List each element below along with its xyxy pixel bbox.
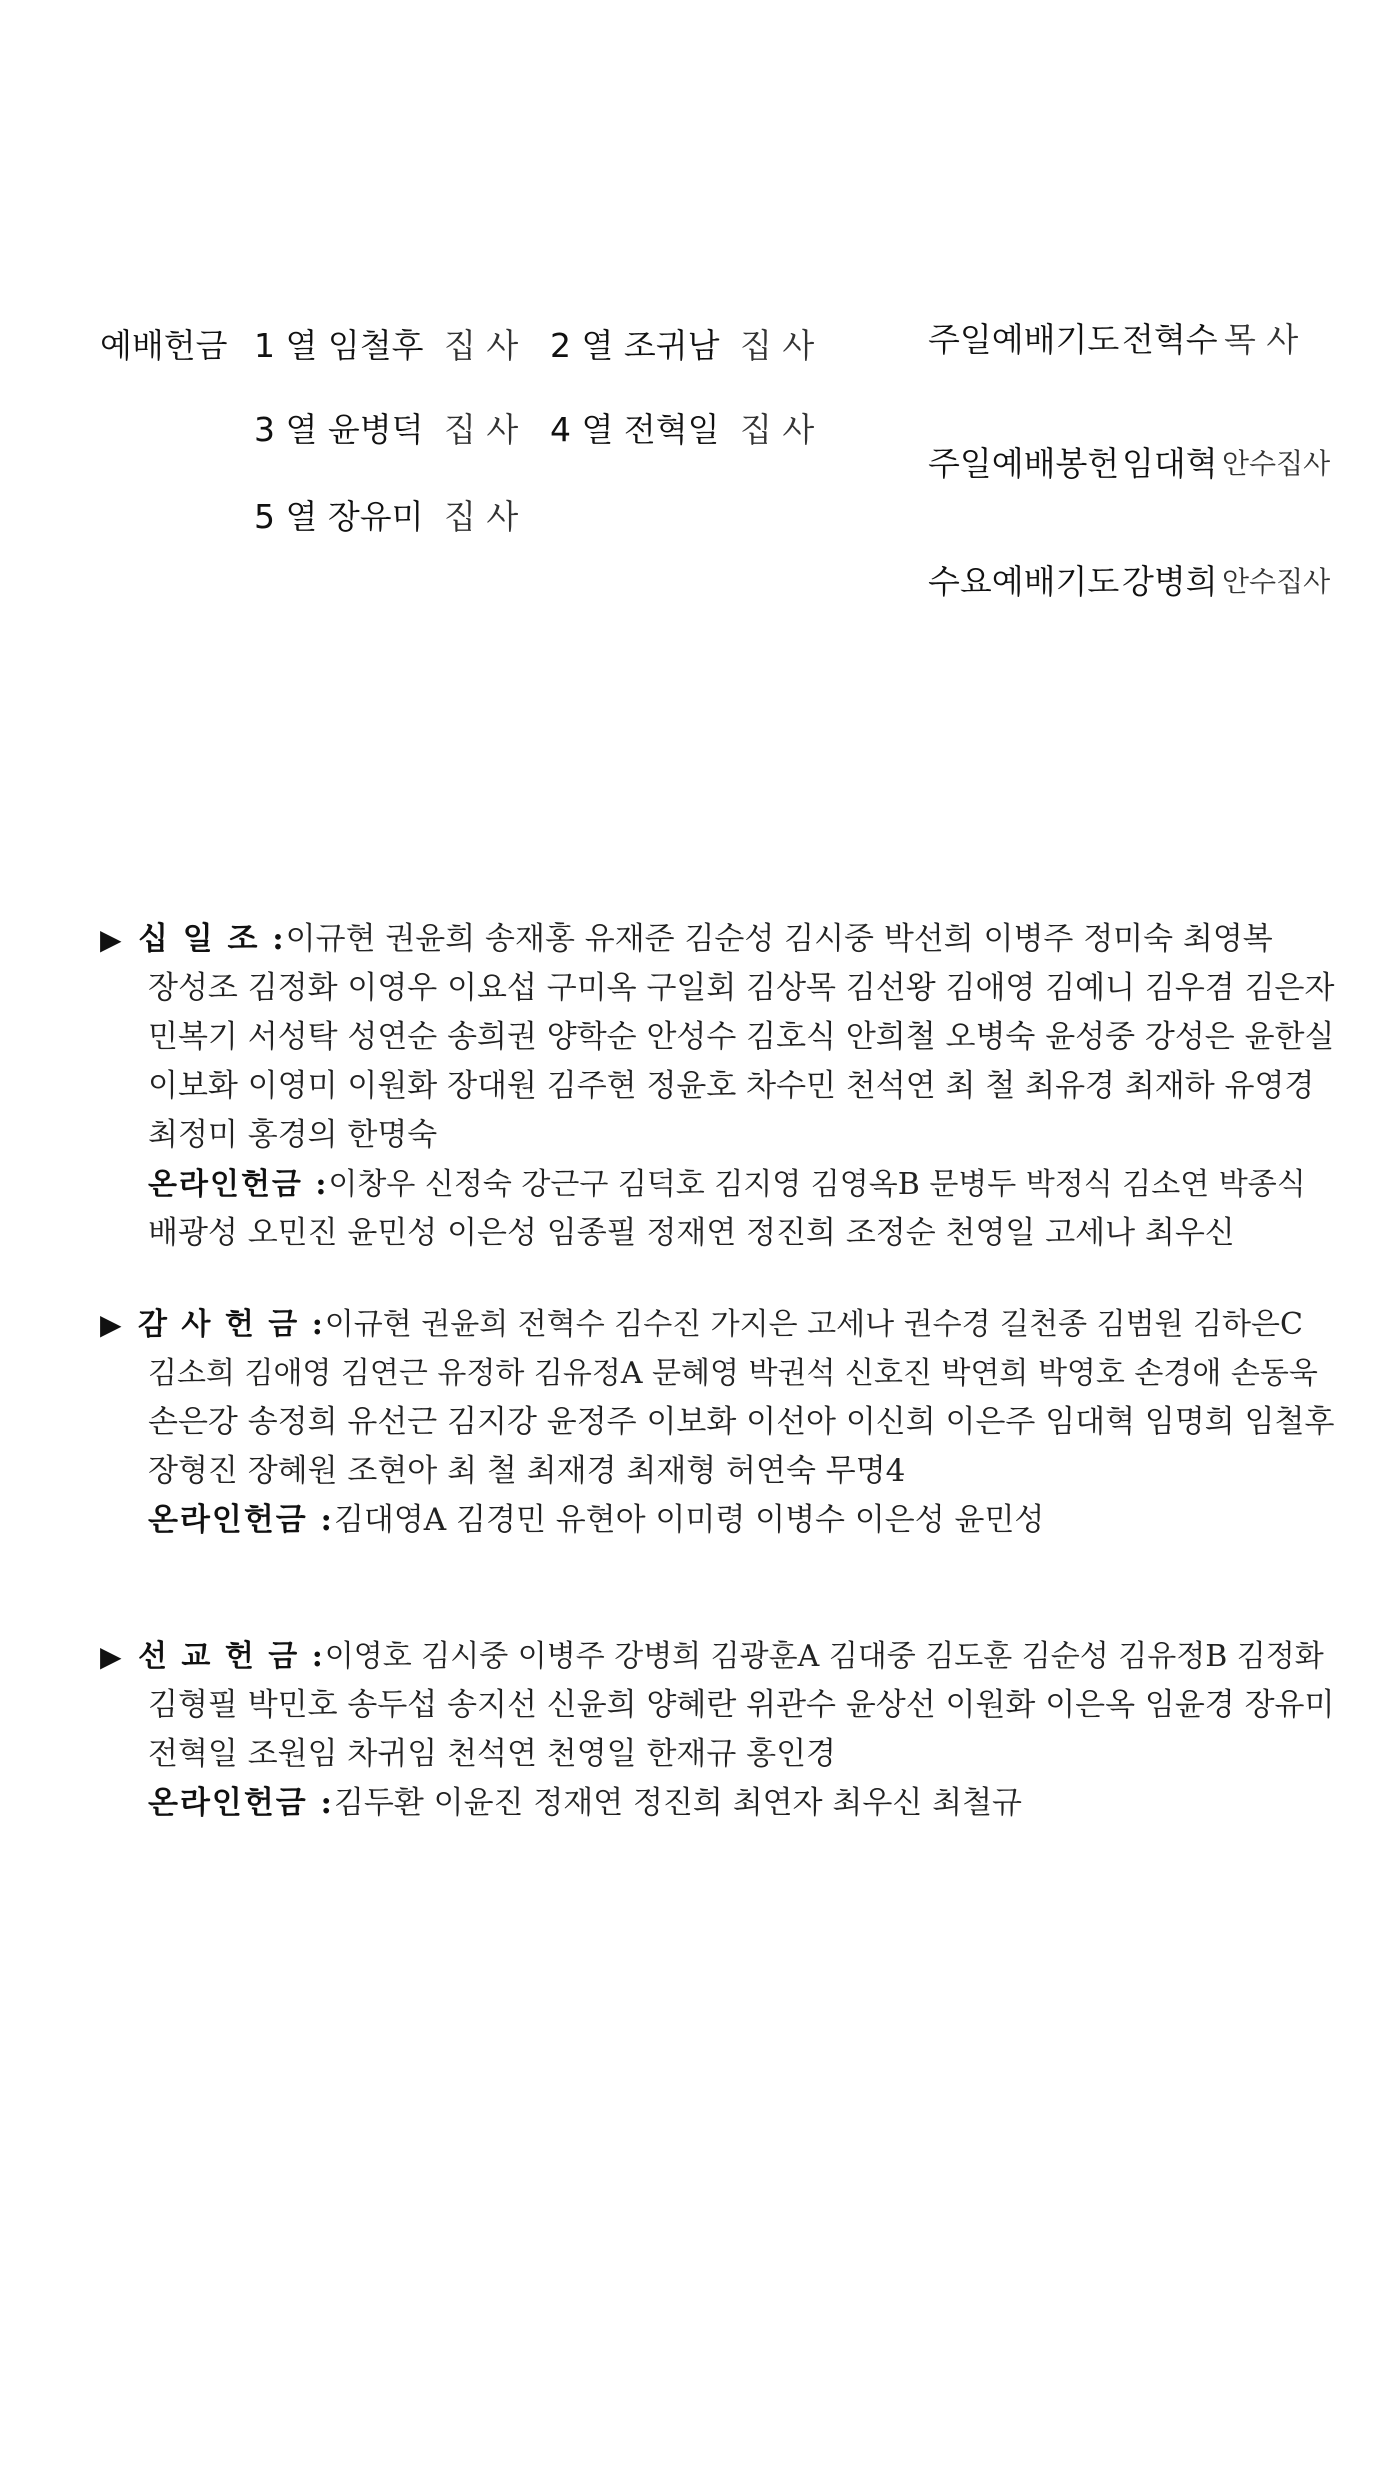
name-line: 이영호 김시중 이병주 강병희 김광훈A 김대중 김도훈 김순성 김유정B 김정화 (324, 1639, 1324, 1674)
offering-row2-col-b: 4 열 전혁일 (550, 410, 720, 449)
offering-row2-role-a: 집 사 (444, 410, 519, 449)
tithe-section (100, 915, 1340, 1258)
thanksgiving-section (100, 1300, 1340, 1545)
prayer-duty-label: 주일예배봉헌 (928, 444, 1120, 483)
name-line: 김두환 이윤진 정재연 정진희 최연자 최우신 최철규 (333, 1785, 1022, 1821)
name-line: 배광성 오민진 윤민성 이은성 임종필 정재연 정진희 조정순 천영일 고세나 최우신 (148, 1215, 1235, 1251)
name-line: 장형진 장혜원 조현아 최 철 최재경 최재형 허연숙 무명4 (148, 1453, 906, 1489)
offering-row3-col-a: 5 열 장유미 (254, 497, 424, 536)
name-line: 최정미 홍경의 한명숙 (148, 1117, 438, 1153)
section-label: 감 사 헌 금 : (138, 1307, 325, 1342)
name-line: 민복기 서성탁 성연순 송희권 양학순 안성수 김호식 안희철 오병숙 윤성중 강성은 윤한실 (148, 1019, 1335, 1055)
offering-row3-role-a: 집 사 (444, 497, 519, 536)
prayer-duty-role: 안수집사 (1222, 447, 1331, 480)
prayer-duty-label: 수요예배기도 (928, 562, 1120, 601)
offering-duty-label: 예배헌금 (100, 326, 228, 365)
offering-row1-col-a: 1 열 임철후 (254, 326, 424, 365)
name-line: 손은강 송정희 유선근 김지강 윤정주 이보화 이선아 이신희 이은주 임대혁 임명희 임철후 (148, 1404, 1335, 1440)
name-line: 김형필 박민호 송두섭 송지선 신윤희 양혜란 위관수 윤상선 이원화 이은옥 임윤경 장유미 (148, 1687, 1335, 1723)
offering-row1-role-a: 집 사 (444, 326, 519, 365)
offering-row2-col-a: 3 열 윤병덕 (254, 410, 424, 449)
offering-row2-role-b: 집 사 (740, 410, 815, 449)
prayer-duty-name: 임대혁 (1122, 444, 1218, 483)
arrow-marker-icon: ▶ (100, 923, 122, 956)
offering-row1-col-b: 2 열 조귀남 (550, 326, 720, 365)
prayer-duty-name: 전혁수 (1122, 320, 1218, 359)
name-line: 김대영A 김경민 유현아 이미령 이병수 이은성 윤민성 (333, 1502, 1045, 1538)
online-label: 온라인헌금 : (148, 1785, 334, 1821)
name-line: 이창우 신정숙 강근구 김덕호 김지영 김영옥B 문병두 박정식 김소연 박종식 (328, 1167, 1306, 1202)
section-label: 십 일 조 : (138, 921, 286, 957)
name-line: 장성조 김정화 이영우 이요섭 구미옥 구일회 김상목 김선왕 김애영 김예니 김우겸 김은자 (148, 970, 1335, 1006)
mission-section (100, 1632, 1340, 1828)
online-label: 온라인헌금 : (148, 1167, 329, 1202)
prayer-duty-role: 안수집사 (1222, 565, 1331, 598)
name-line: 이보화 이영미 이원화 장대원 김주현 정윤호 차수민 천석연 최 철 최유경 최재하 유영경 (148, 1068, 1315, 1104)
arrow-marker-icon: ▶ (100, 1640, 122, 1673)
section-label: 선 교 헌 금 : (138, 1639, 325, 1674)
name-line: 김소희 김애영 김연근 유정하 김유정A 문혜영 박권석 신호진 박연희 박영호 손경애 손동욱 (148, 1356, 1318, 1391)
prayer-duty-label: 주일예배기도 (928, 320, 1120, 359)
arrow-marker-icon: ▶ (100, 1308, 122, 1341)
prayer-duty-role: 목 사 (1224, 320, 1299, 359)
name-line: 이규현 권윤희 전혁수 김수진 가지은 고세나 권수경 길천종 김범원 김하은C (324, 1307, 1303, 1342)
prayer-duty-name: 강병희 (1122, 562, 1218, 601)
name-line: 이규현 권윤희 송재홍 유재준 김순성 김시중 박선희 이병주 정미숙 최영복 (285, 921, 1273, 957)
name-line: 전혁일 조원임 차귀임 천석연 천영일 한재규 홍인경 (148, 1736, 836, 1772)
online-label: 온라인헌금 : (148, 1502, 334, 1538)
offering-row1-role-b: 집 사 (740, 326, 815, 365)
